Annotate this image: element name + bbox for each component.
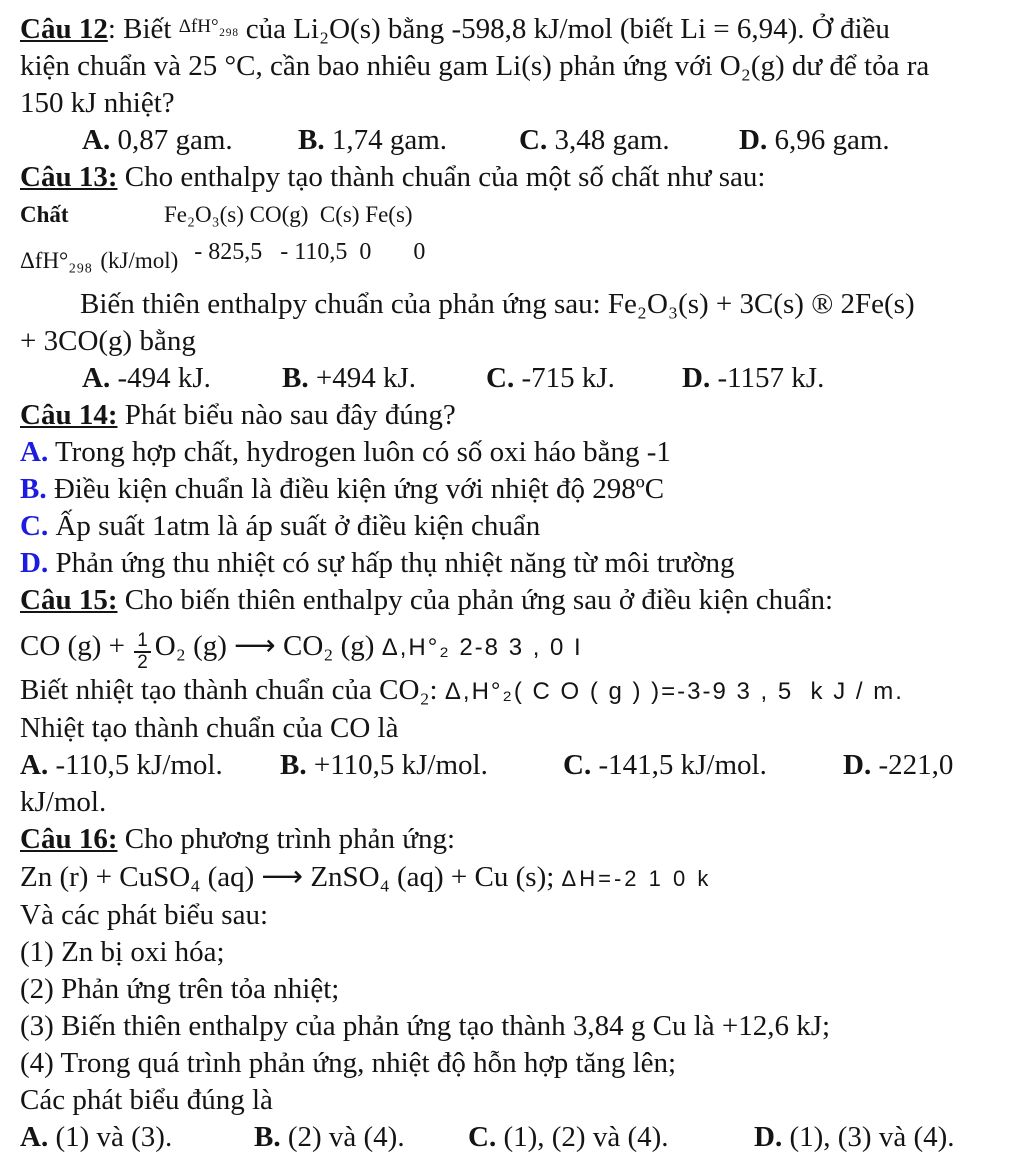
q14-option-d [20,545,1004,582]
q14-option-a-text: Trong hợp chất, hydrogen luôn có số oxi háo bằng -1 [54,436,671,468]
q15-line2-pre: Biết nhiệt tạo thành chuẩn của CO₂: [20,674,445,706]
q16-statement-3: (3) Biến thiên enthalpy của phản ứng tạo thành 3,84 g Cu là +12,6 kJ; [20,1010,831,1042]
q16-option-b: B. (2) và (4). [254,1121,405,1153]
q13-table-delta-symbol: ΔfH°₂₉₈ [20,248,93,273]
q12-lead-rest: của Li₂O(s) bằng -598,8 kJ/mol (biết Li = 6,94). Ở điều [238,13,890,45]
q15-heading [20,582,1004,619]
q13-body-line2: + 3CO(g) bằng [20,325,196,357]
q15-options [20,747,1004,784]
q13-table-row-substances [20,200,1004,230]
q13-label: Câu 13: [20,161,118,193]
reaction-arrow: ⟶ [234,628,276,662]
q12-option-d: D. 6,96 gam. [739,124,890,156]
q12-heading [20,8,1004,48]
q15-heading-text: Cho biến thiên enthalpy của phản ứng sau ở điều kiện chuẩn: [117,584,834,616]
q16-line-last: Các phát biểu đúng là [20,1084,273,1116]
q14-option-a-letter: A. [20,436,49,468]
q13-table-unit: (kJ/mol) [100,248,179,273]
q15-line2 [20,672,1004,710]
q16-options [20,1119,1004,1156]
q16-statement-4: (4) Trong quá trình phản ứng, nhiệt độ hỗn hợp tăng lên; [20,1047,677,1079]
q12-option-b: B. 1,74 gam. [298,124,448,156]
q15-option-d: D. -221,0 [843,749,954,781]
q13-table-label: Chất [20,202,69,227]
reaction-arrow: ⟶ [261,859,304,893]
q14-option-a [20,434,1004,471]
q13-option-d: D. -1157 kJ. [682,362,825,394]
q15-option-a: A. -110,5 kJ/mol. [20,749,223,781]
q16-equation [20,858,1004,897]
q14-option-b-letter: B. [20,473,47,505]
q16-option-d: D. (1), (3) và (4). [754,1121,955,1153]
q12-option-a: A. 0,87 gam. [82,124,233,156]
q15-eq-right: CO₂ (g) [275,630,382,662]
q12-options [20,122,1004,159]
q15-option-c: C. -141,5 kJ/mol. [563,749,767,781]
q16-statement-2: (2) Phản ứng trên tỏa nhiệt; [20,973,340,1005]
q16-eq-right: ZnSO₄ (aq) + Cu (s); [303,861,562,893]
q16-eq-enthalpy-garbled: ΔH=-2 1 0 k [561,866,712,891]
q13-body-line1: Biến thiên enthalpy chuẩn của phản ứng sau: Fe₂O₃(s) + 3C(s) ® 2Fe(s) [80,288,915,320]
q12-option-c: C. 3,48 gam. [519,124,670,156]
q12-line2: kiện chuẩn và 25 °C, cần bao nhiêu gam Li(s) phản ứng với O₂(g) dư để tỏa ra [20,50,930,82]
q14-label: Câu 14: [20,399,118,431]
q14-heading [20,397,1004,434]
q12-delta-symbol: ΔfH°₂₉₈ [178,16,239,37]
q13-option-c: C. -715 kJ. [486,362,615,394]
q14-option-c-letter: C. [20,510,49,542]
q14-option-c [20,508,1004,545]
q16-option-c: C. (1), (2) và (4). [468,1121,669,1153]
q16-label: Câu 16: [20,823,118,855]
q13-options [20,360,1004,397]
q15-line3: Nhiệt tạo thành chuẩn của CO là [20,712,399,744]
q14-option-b-text: Điều kiện chuẩn là điều kiện ứng với nhiệt độ 298ºC [53,473,665,505]
q13-heading-text: Cho enthalpy tạo thành chuẩn của một số chất như sau: [117,161,766,193]
q16-heading-text: Cho phương trình phản ứng: [117,823,456,855]
q14-option-d-letter: D. [20,547,49,579]
q13-table-row-enthalpies [20,239,1004,276]
q14-option-b [20,471,1004,508]
q15-line2-enthalpy-garbled: Δ,H°₂( C O ( g ) )=-3-9 3 , 5 k J / m. [444,678,904,705]
q13-option-a: A. -494 kJ. [82,362,211,394]
q13-table-substances: Fe₂O₃(s) CO(g) C(s) Fe(s) [164,202,413,227]
q16-statement-1: (1) Zn bị oxi hóa; [20,936,225,968]
q15-eq-mid: O₂ (g) [154,630,235,662]
q15-eq-enthalpy-garbled: Δ,H°₂ 2-8 3 , 0 I [381,634,583,661]
q12-line3: 150 kJ nhiệt? [20,87,175,119]
q16-heading [20,821,1004,858]
q15-option-b: B. +110,5 kJ/mol. [280,749,488,781]
q14-heading-text: Phát biểu nào sau đây đúng? [117,399,456,431]
q13-table-values: - 825,5 - 110,5 0 0 [194,239,426,265]
q15-equation [20,627,1004,672]
q14-option-d-text: Phản ứng thu nhiệt có sự hấp thụ nhiệt năng từ môi trường [55,547,735,579]
q16-line2: Và các phát biểu sau: [20,899,269,931]
q15-option-d-overflow: kJ/mol. [20,786,107,818]
q14-option-c-text: Ấp suất 1atm là áp suất ở điều kiện chuẩn [55,510,541,542]
q12-lead: : Biết [107,13,179,45]
q12-label: Câu 12 [20,13,108,45]
one-half-fraction: $\frac{1}{2}$ [134,632,151,672]
q15-eq-left: CO (g) + [20,630,133,662]
q16-eq-left: Zn (r) + CuSO₄ (aq) [20,861,262,893]
q13-heading [20,159,1004,196]
q16-option-a: A. (1) và (3). [20,1121,173,1153]
q13-option-b: B. +494 kJ. [282,362,416,394]
q15-label: Câu 15: [20,584,118,616]
